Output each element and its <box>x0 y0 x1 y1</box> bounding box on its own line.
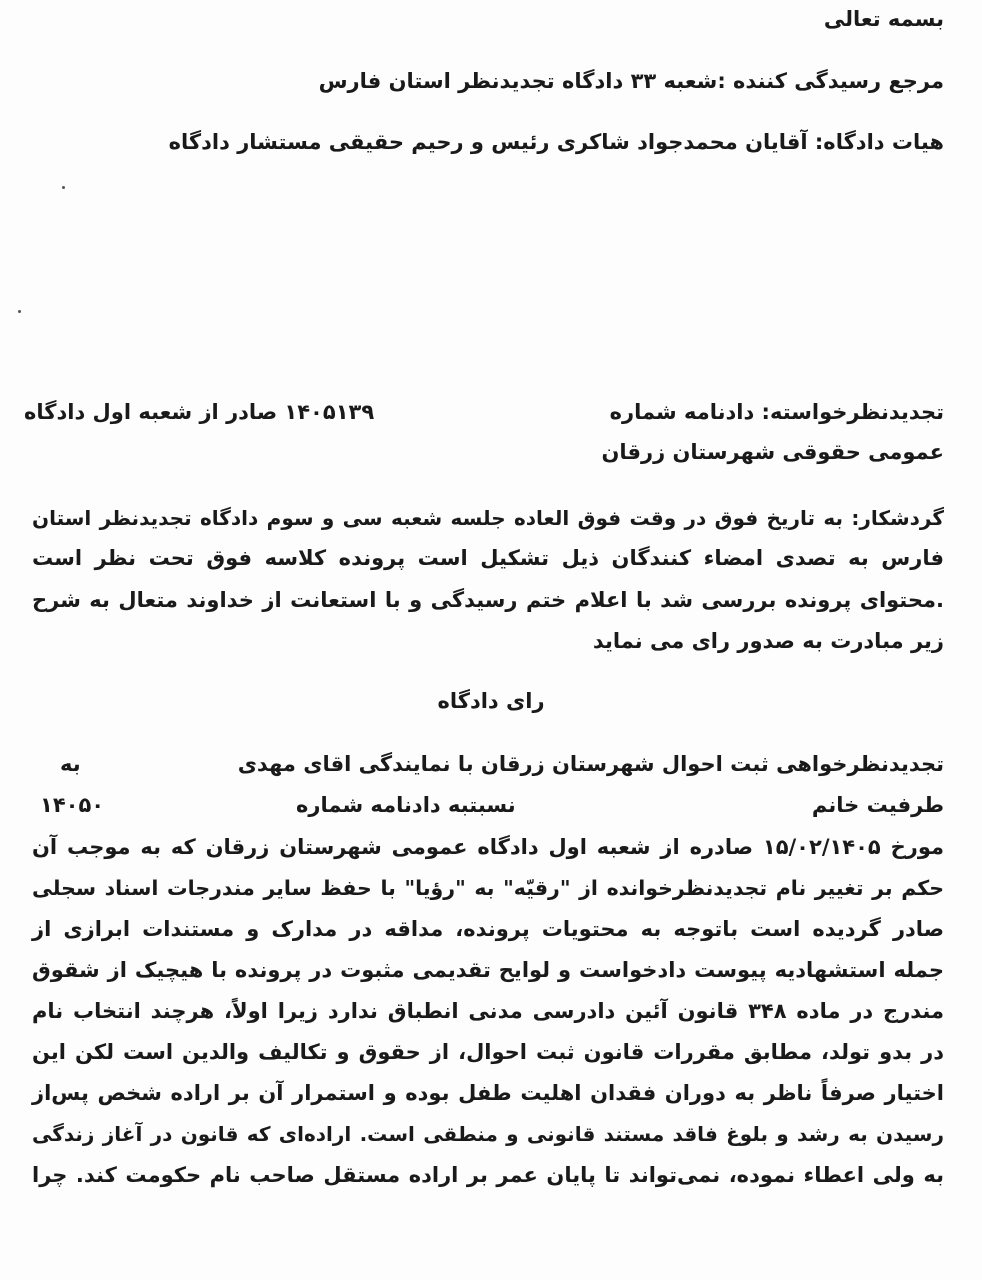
verdict-title: رای دادگاه <box>437 689 545 713</box>
report-line: فارس به تصدی امضاء کنندگان ذیل تشکیل است پرونده کلاسه فوق تحت نظر است <box>32 546 944 570</box>
scan-speck <box>62 186 65 189</box>
report-line: .محتوای پرونده بررسی شد با اعلام ختم رسیدگی و با استعانت از خداوند متعال به شرح <box>32 588 944 612</box>
appeal-subject-court: عمومی حقوقی شهرستان زرقان <box>601 440 944 464</box>
appeal-subject-label: تجدیدنظرخواسته: دادنامه شماره <box>609 400 944 424</box>
verdict-line: حکم بر تغییر نام تجدیدنظرخوانده از "رقیّه" به "رؤیا" با حفظ سایر مندرجات اسناد سجلی <box>32 876 944 900</box>
appeal-subject-detail: ۱۴۰۵۱۳۹ صادر از شعبه اول دادگاه <box>24 400 375 424</box>
court-authority-line: مرجع رسیدگی کننده :شعبه ۳۳ دادگاه تجدیدنظر استان فارس <box>318 69 944 93</box>
verdict-line: صادر گردیده است باتوجه به محتویات پرونده، مداقه در مدارک و مستندات ابرازی از <box>32 917 944 941</box>
verdict-line: اختیار صرفاً ناظر به دوران فقدان اهلیت طفل بوده و استمرار آن بر اراده شخص پس‌از <box>32 1081 944 1105</box>
verdict-line: در بدو تولد، مطابق مقررات قانون ثبت احوال، از حقوق و تکالیف والدین است لکن این <box>32 1040 944 1064</box>
verdict-line: مورخ ۱۵/۰۲/۱۴۰۵ صادره از شعبه اول دادگاه عمومی شهرستان زرقان که به موجب آن <box>32 835 945 859</box>
report-line: زیر مبادرت به صدور رای می نماید <box>592 629 944 653</box>
verdict-line: به ولی اعطاء نموده، نمی‌تواند تا پایان عمر بر اراده مستقل صاحب نام حکومت کند. چرا <box>32 1163 944 1187</box>
verdict-line-mid: نسبتبه دادنامه شماره <box>296 793 516 817</box>
scan-speck <box>18 310 21 313</box>
invocation-heading: بسمه تعالی <box>823 7 944 31</box>
report-line: گردشکار: به تاریخ فوق در وقت فوق العاده جلسه شعبه سی و سوم دادگاه تجدیدنظر استان <box>32 506 944 530</box>
court-panel-line: هیات دادگاه: آقایان محمدجواد شاکری رئیس و رحیم حقیقی مستشار دادگاه <box>168 130 944 154</box>
verdict-line: مندرج در ماده ۳۴۸ قانون آئین دادرسی مدنی انطباق ندارد زیرا اولاً، هرچند انتخاب نام <box>32 999 944 1023</box>
verdict-line: جمله استشهادیه پیوست دادخواست و لوایح تقدیمی مثبوت در پرونده با هیچیک از شقوق <box>32 958 944 982</box>
verdict-line: تجدیدنظرخواهی ثبت احوال شهرستان زرقان با نمایندگی اقای مهدی <box>237 752 944 776</box>
verdict-line: رسیدن به رشد و بلوغ فاقد مستند قانونی و منطقی است. اراده‌ای که قانون در آغاز زندگی <box>32 1122 944 1146</box>
verdict-line-end: به <box>60 752 81 776</box>
verdict-line-number: ۱۴۰۵۰ <box>40 793 105 817</box>
verdict-line: طرفیت خانم <box>811 793 944 817</box>
